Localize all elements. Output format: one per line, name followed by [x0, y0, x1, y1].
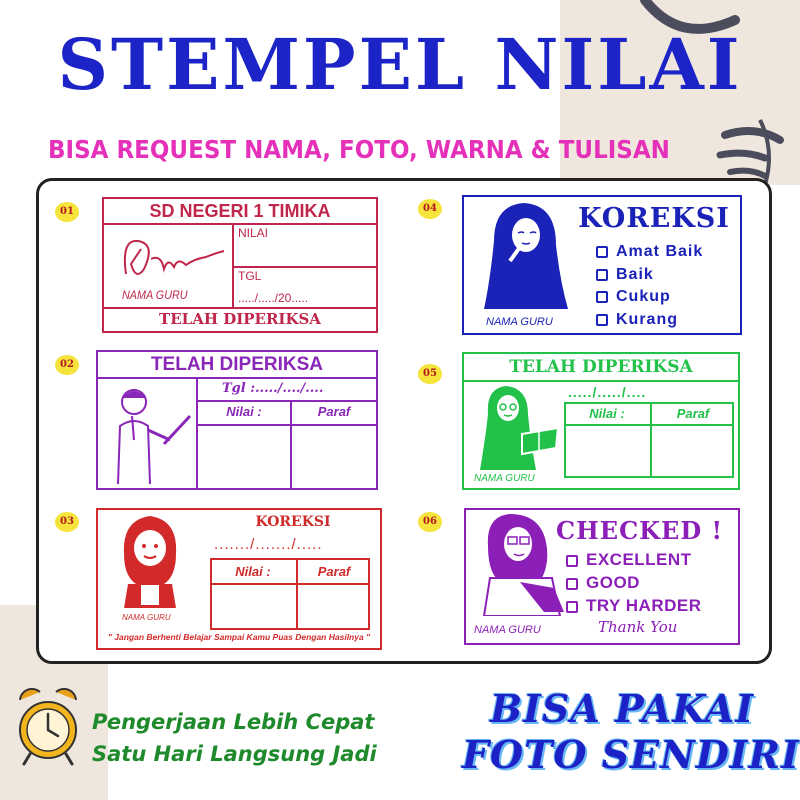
stamp-06-options	[566, 548, 702, 617]
page-subtitle: BISA REQUEST NAMA, FOTO, WARNA & TULISAN	[48, 135, 670, 164]
stamp-02-paraf: Paraf	[317, 404, 351, 419]
stamp-01-footer: TELAH DIPERIKSA	[159, 310, 321, 328]
stamp-02-tgl: Tgl :...../..../....	[222, 381, 324, 396]
option-excellent: EXCELLENT	[566, 548, 702, 571]
stamp-01-nilai: NILAI	[238, 226, 269, 240]
badge-03: 03	[55, 512, 79, 532]
stamp-01-tgl: TGL	[238, 269, 262, 283]
option-cukup: Cukup	[596, 286, 703, 309]
stamp-03-paraf: Paraf	[317, 564, 351, 579]
stamp-06-header: CHECKED !	[556, 516, 724, 545]
checkbox-icon	[596, 246, 608, 258]
stamp-02	[96, 350, 378, 490]
stamp-04-teacher: NAMA GURU	[486, 316, 553, 328]
stamp-01	[102, 197, 378, 333]
option-kurang: Kurang	[596, 309, 703, 332]
stamp-04-options	[596, 241, 703, 331]
badge-06: 06	[418, 512, 442, 532]
stamp-05-nilai: Nilai :	[589, 406, 625, 421]
hijab-teacher-book-icon	[472, 382, 562, 472]
stamp-05	[462, 352, 740, 490]
teacher-pointing-icon	[104, 380, 194, 488]
stamp-04	[462, 195, 742, 335]
checkbox-icon	[566, 601, 578, 613]
badge-02: 02	[55, 355, 79, 375]
checkbox-icon	[566, 578, 578, 590]
stamp-05-paraf: Paraf	[676, 406, 710, 421]
alarm-clock-icon	[14, 686, 82, 768]
stamp-06-teacher: NAMA GURU	[474, 624, 541, 636]
checkbox-icon	[596, 314, 608, 326]
option-try-harder: TRY HARDER	[566, 594, 702, 617]
stamp-05-date: ...../...../....	[568, 384, 647, 400]
bottom-line-2: Satu Hari Langsung Jadi	[92, 742, 377, 766]
signature-icon	[116, 229, 226, 285]
stamp-01-school: SD NEGERI 1 TIMIKA	[104, 199, 376, 225]
stamp-03-date: ......./......./.....	[214, 536, 323, 553]
stamp-03-nilai: Nilai :	[235, 564, 271, 579]
badge-04: 04	[418, 199, 442, 219]
stamp-02-nilai: Nilai :	[226, 404, 262, 419]
stamp-04-header: KOREKSI	[578, 203, 730, 234]
promo-line-1: BISA PAKAI	[490, 686, 755, 731]
checkbox-icon	[596, 269, 608, 281]
bottom-line-1: Pengerjaan Lebih Cepat	[92, 710, 375, 734]
option-baik: Baik	[596, 264, 703, 287]
stamp-01-teacher: NAMA GURU	[122, 288, 188, 302]
stamp-06	[464, 508, 740, 645]
stamp-05-teacher: NAMA GURU	[474, 473, 535, 484]
option-amat-baik: Amat Baik	[596, 241, 703, 264]
badge-01: 01	[55, 202, 79, 222]
checkbox-icon	[596, 291, 608, 303]
option-good: GOOD	[566, 571, 702, 594]
stamp-03-teacher: NAMA GURU	[122, 613, 171, 622]
stamp-05-header: TELAH DIPERIKSA	[464, 354, 738, 382]
stamp-03-header: KOREKSI	[255, 514, 331, 530]
stamp-01-date: ...../...../20.....	[238, 291, 309, 305]
promo-line-2: FOTO SENDIRI	[462, 732, 800, 777]
stamp-02-header: TELAH DIPERIKSA	[98, 352, 376, 379]
stamp-03	[96, 508, 382, 650]
checkbox-icon	[566, 555, 578, 567]
hijab-teacher-phone-icon	[480, 201, 574, 311]
hijab-teacher-glasses-icon	[474, 512, 564, 616]
page-title: STEMPEL NILAI	[57, 23, 743, 106]
stamp-06-thanks: Thank You	[598, 618, 678, 636]
stamp-03-quote: " Jangan Berhenti Belajar Sampai Kamu Puas Dengan Hasilnya "	[107, 632, 371, 642]
badge-05: 05	[418, 364, 442, 384]
hijab-student-icon	[116, 514, 184, 610]
